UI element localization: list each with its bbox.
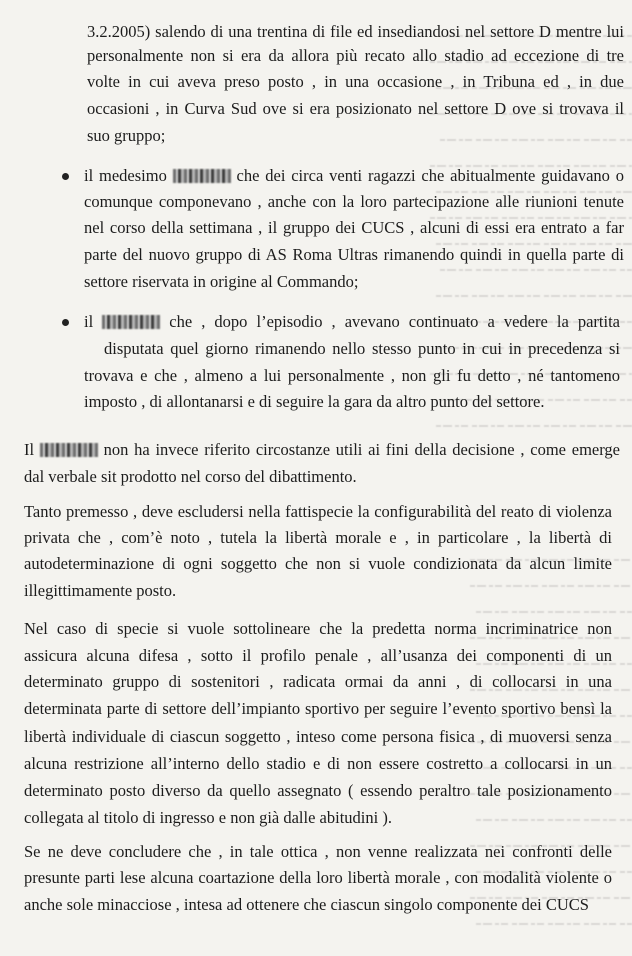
text-line: Se ne deve concludere che , in tale ottica , non venne realizzata nei confronti delle	[24, 844, 612, 861]
text-line: imposto , di allontanarsi e di seguire la gara da altro punto del settore.	[84, 394, 545, 411]
text-line: volte in cui aveva preso posto , in una occasione , in Tribuna ed , in due	[87, 74, 624, 91]
bullet-icon	[62, 319, 69, 326]
text-line: assicura alcuna difesa , sotto il profilo penale , all’usanza dei componenti di un	[24, 648, 612, 665]
text-line: dal verbale sit prodotto nel corso del dibattimento.	[24, 469, 357, 486]
text-line: autodeterminazione di ogni soggetto che non si vuole condizionata da alcun limite	[24, 556, 612, 573]
text-line: disputata quel giorno rimanendo nello stesso punto in cui in precedenza si	[104, 341, 620, 358]
text-line: Nel caso di specie si vuole sottolineare che la predetta norma incriminatrice non	[24, 621, 612, 638]
text-line: 3.2.2005) salendo di una trentina di file ed insediandosi nel settore D mentre lui	[87, 24, 624, 41]
text-line: il medesimo che dei circa venti ragazzi che abitualmente guidavano o	[84, 168, 624, 185]
text-line: libertà individuale di ciascun soggetto , inteso come persona fisica , di muoversi senza	[24, 729, 612, 746]
text-line: illegittimamente posto.	[24, 583, 177, 600]
text-line: anche sole minacciose , intesa ad ottenere che ciascun singolo componente dei CUCS	[24, 897, 589, 914]
text-line: determinato posto diverso da quello assegnato ( essendo peraltro tale posizionamento	[24, 783, 612, 800]
text-line: privata che , com’è noto , tutela la libertà morale e , in particolare , la libertà di	[24, 530, 612, 547]
redacted-name	[40, 443, 98, 457]
text-line: determinata parte di settore dell’impianto sportivo per seguire l’evento sportivo bensì la	[24, 701, 612, 718]
text-line: comunque componevano , anche con la loro partecipazione alle riunioni tenute	[84, 194, 624, 211]
text-line: collegata al titolo di ingresso e non già dalle abitudini ).	[24, 810, 392, 827]
text-line: presunte parti lese alcuna coartazione della loro libertà morale , con modalità violente o	[24, 870, 612, 887]
text-line: determinato gruppo di sostenitori , radicata ormai da anni , di collocarsi in una	[24, 674, 612, 691]
text-line: Tanto premesso , deve escludersi nella fattispecie la configurabilità del reato di violenza	[24, 504, 612, 521]
text-line: occasioni , in Curva Sud ove si era posizionato nel settore D ove si trovava il	[87, 101, 624, 118]
text-line: settore riservata in origine al Commando;	[84, 274, 359, 291]
text-line: Il non ha invece riferito circostanze utili ai fini della decisione , come emerge	[24, 442, 620, 459]
text-line: il che , dopo l’episodio , avevano continuato a vedere la partita	[84, 314, 620, 331]
text-line: personalmente non si era da allora più recato allo stadio ad eccezione di tre	[87, 48, 624, 65]
text-line: parte del nuovo gruppo di AS Roma Ultras rimanendo quindi in quella parte di	[84, 247, 624, 264]
bullet-icon	[62, 173, 69, 180]
text-line: trovava e che , almeno a lui personalmente , non gli fu detto , né tantomeno	[84, 368, 620, 385]
redacted-name	[173, 169, 231, 183]
text-line: suo gruppo;	[87, 128, 166, 145]
redacted-name	[102, 315, 160, 329]
text-line: alcuna restrizione all’interno dello stadio e di non essere costretto a collocarsi in un	[24, 756, 612, 773]
text-line: nel corso della settimana , il gruppo dei CUCS , alcuni di essi era entrato a far	[84, 220, 624, 237]
